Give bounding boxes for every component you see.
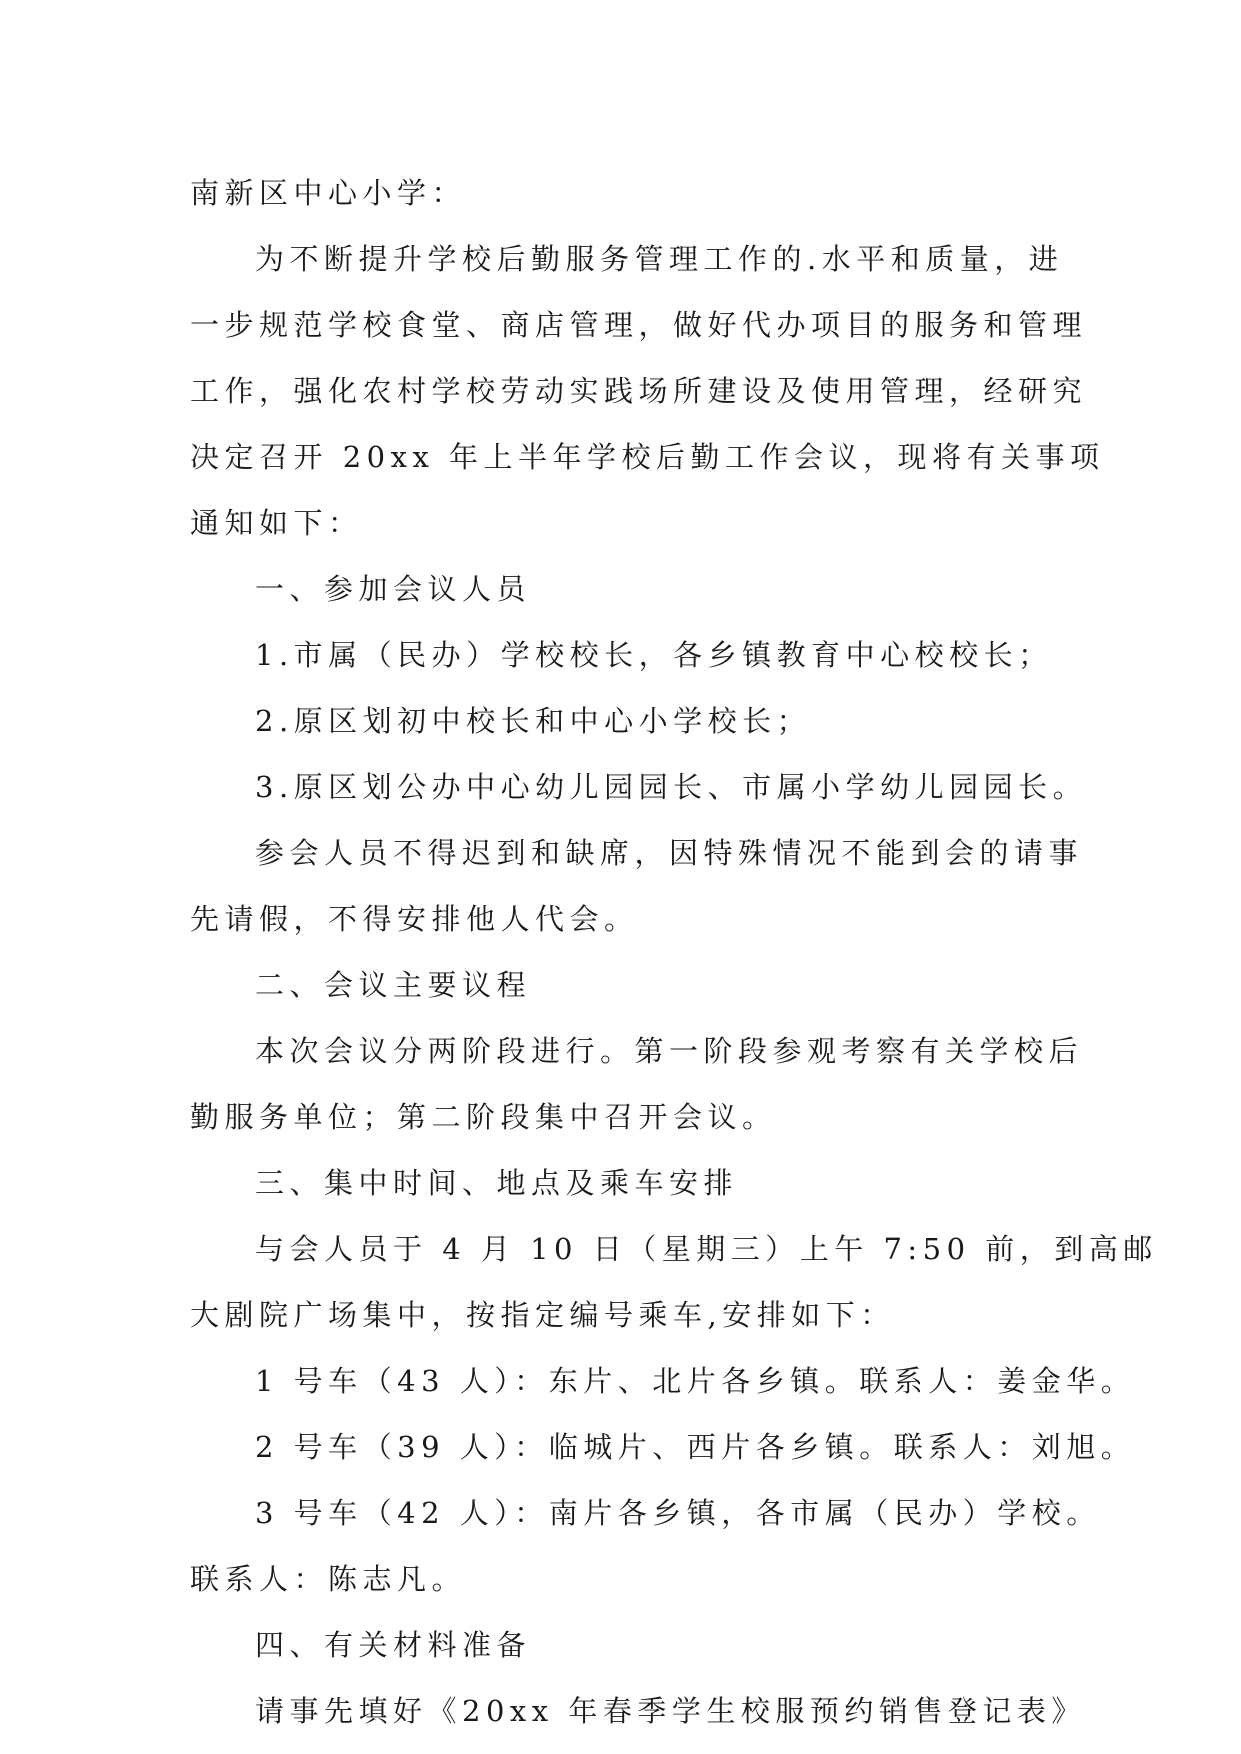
schedule-paragraph-line: 大剧院广场集中，按指定编号乘车,安排如下： xyxy=(190,1298,895,1332)
materials-paragraph-line: 请事先填好《20xx 年春季学生校服预约销售登记表》 xyxy=(255,1694,1086,1728)
bus-item-contact: 联系人：陈志凡。 xyxy=(190,1562,467,1596)
intro-paragraph-line: 为不断提升学校后勤服务管理工作的.水平和质量，进 xyxy=(255,242,1064,276)
attendee-item: 2.原区划初中校长和中心小学校长； xyxy=(255,704,812,738)
section-heading-schedule: 三、集中时间、地点及乘车安排 xyxy=(255,1166,739,1200)
attendance-note-line: 参会人员不得迟到和缺席，因特殊情况不能到会的请事 xyxy=(255,836,1084,870)
schedule-paragraph-line: 与会人员于 4 月 10 日（星期三）上午 7:50 前，到高邮 xyxy=(255,1232,1158,1266)
intro-paragraph-line: 决定召开 20xx 年上半年学校后勤工作会议，现将有关事项 xyxy=(190,440,1105,474)
notice-body xyxy=(190,160,1158,1744)
salutation: 南新区中心小学： xyxy=(190,176,467,210)
section-heading-agenda: 二、会议主要议程 xyxy=(255,968,532,1002)
section-heading-materials: 四、有关材料准备 xyxy=(255,1628,532,1662)
agenda-paragraph-line: 勤服务单位；第二阶段集中召开会议。 xyxy=(190,1100,777,1134)
bus-item: 1 号车（43 人）：东片、北片各乡镇。联系人：姜金华。 xyxy=(255,1364,1136,1398)
intro-paragraph-line: 通知如下： xyxy=(190,506,363,540)
bus-item: 3 号车（42 人）：南片各乡镇，各市属（民办）学校。 xyxy=(255,1496,1101,1530)
attendance-note-line: 先请假，不得安排他人代会。 xyxy=(190,902,639,936)
intro-paragraph-line: 一步规范学校食堂、商店管理，做好代办项目的服务和管理 xyxy=(190,308,1088,342)
attendee-item: 1.市属（民办）学校校长，各乡镇教育中心校校长； xyxy=(255,638,1053,672)
section-heading-attendees: 一、参加会议人员 xyxy=(255,572,532,606)
attendee-item: 3.原区划公办中心幼儿园园长、市属小学幼儿园园长。 xyxy=(255,770,1088,804)
intro-paragraph-line: 工作，强化农村学校劳动实践场所建设及使用管理，经研究 xyxy=(190,374,1088,408)
bus-item: 2 号车（39 人）：临城片、西片各乡镇。联系人：刘旭。 xyxy=(255,1430,1136,1464)
agenda-paragraph-line: 本次会议分两阶段进行。第一阶段参观考察有关学校后 xyxy=(255,1034,1084,1068)
